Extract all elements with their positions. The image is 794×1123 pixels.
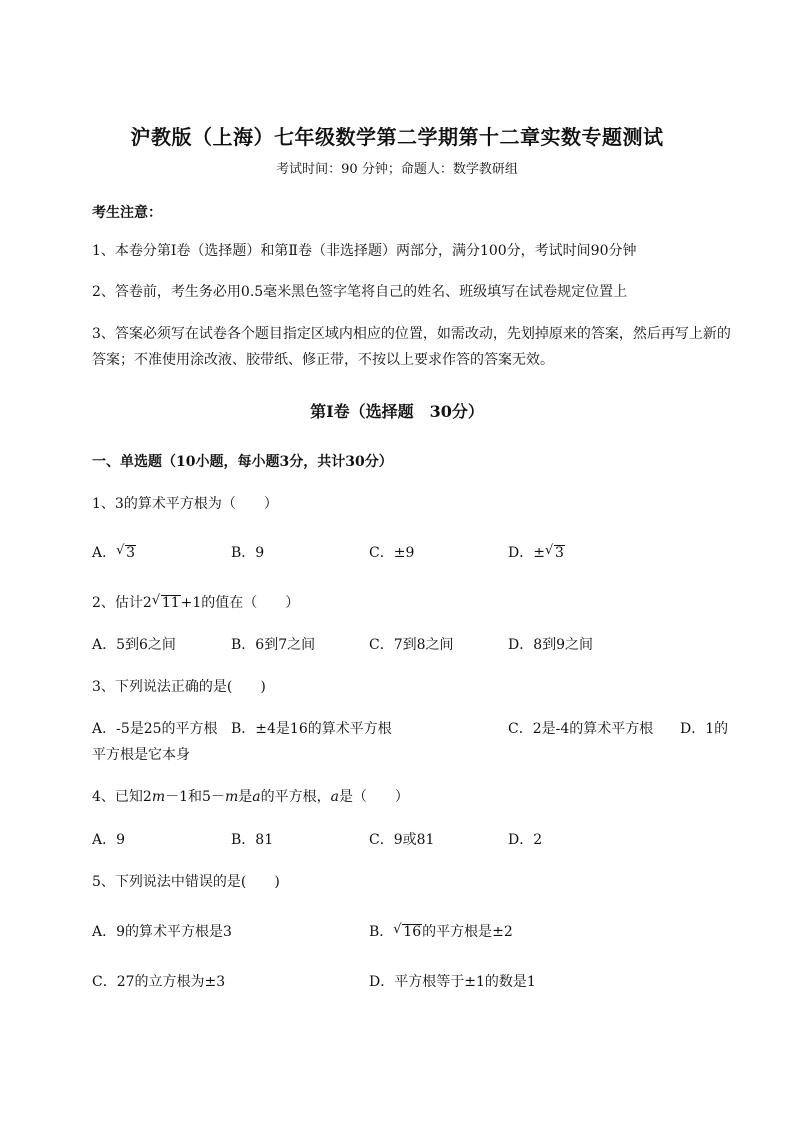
question-1-option-d: D．± √ 3 — [508, 543, 564, 561]
question-5-option-c: C．27的立方根为±3 — [92, 974, 226, 990]
sqrt-symbol: √ 16 — [393, 922, 422, 940]
question-1-option-b: B．9 — [231, 545, 265, 561]
question-5-option-b: B． √ 16的平方根是±2 — [369, 922, 513, 940]
question-2-option-d: D．8到9之间 — [508, 637, 594, 653]
question-1-option-a: A． √ 3 — [92, 543, 136, 561]
notice-item-3: 3、答案必须写在试卷各个题目指定区域内相应的位置，如需改动，先划掉原来的答案，然后再写上新的答案；不准使用涂改液、胶带纸、修正带，不按以上要求作答的答案无效。 — [92, 326, 731, 368]
question-1-option-c: C．±9 — [369, 545, 415, 561]
question-2-stem: 2、估计2 √ 11+1的值在（ ） — [92, 593, 300, 611]
question-4-stem: 4、已知2m－1和5－m是a的平方根，a是（ ） — [92, 789, 409, 805]
question-3-stem: 3、下列说法正确的是( ) — [92, 679, 266, 695]
notice-item-2: 2、答卷前，考生务必用0.5毫米黑色签字笔将自己的姓名、班级填写在试卷规定位置上 — [92, 284, 628, 300]
question-1-stem: 1、3的算术平方根为（ ） — [92, 496, 278, 512]
question-3-option-c: C．2是-4的算术平方根 — [508, 721, 654, 737]
question-4-option-c: C．9或81 — [369, 832, 435, 848]
notice-heading: 考生注意： — [92, 205, 162, 221]
question-5-stem: 5、下列说法中错误的是( ) — [92, 874, 280, 890]
question-4-option-b: B．81 — [231, 832, 274, 848]
exam-info: 考试时间：90 分钟；命题人：数学教研组 — [276, 162, 518, 177]
question-3-option-d-continued: 平方根是它本身 — [92, 747, 190, 763]
question-2-option-a: A．5到6之间 — [92, 637, 176, 653]
question-3-option-a: A．-5是25的平方根 — [92, 721, 218, 737]
sqrt-symbol: √ 3 — [116, 543, 136, 561]
sqrt-symbol: √ 11 — [151, 593, 180, 611]
page-title: 沪教版（上海）七年级数学第二学期第十二章实数专题测试 — [130, 125, 664, 149]
question-group-title: 一、单选题（10小题，每小题3分，共计30分） — [92, 454, 393, 470]
question-3-option-d: D．1的 — [680, 721, 729, 737]
question-3-option-b: B．±4是16的算术平方根 — [231, 721, 392, 737]
question-5-option-a: A．9的算术平方根是3 — [92, 924, 232, 940]
question-2-option-b: B．6到7之间 — [231, 637, 316, 653]
section-title: 第Ⅰ卷（选择题 30分） — [310, 402, 484, 421]
notice-item-1: 1、本卷分第Ⅰ卷（选择题）和第Ⅱ卷（非选择题）两部分，满分100分，考试时间90分钟 — [92, 243, 637, 259]
question-2-option-c: C．7到8之间 — [369, 637, 454, 653]
question-4-option-a: A．9 — [92, 832, 126, 848]
sqrt-symbol: √ 3 — [544, 543, 564, 561]
question-4-option-d: D．2 — [508, 832, 543, 848]
question-5-option-d: D．平方根等于±1的数是1 — [369, 974, 536, 990]
